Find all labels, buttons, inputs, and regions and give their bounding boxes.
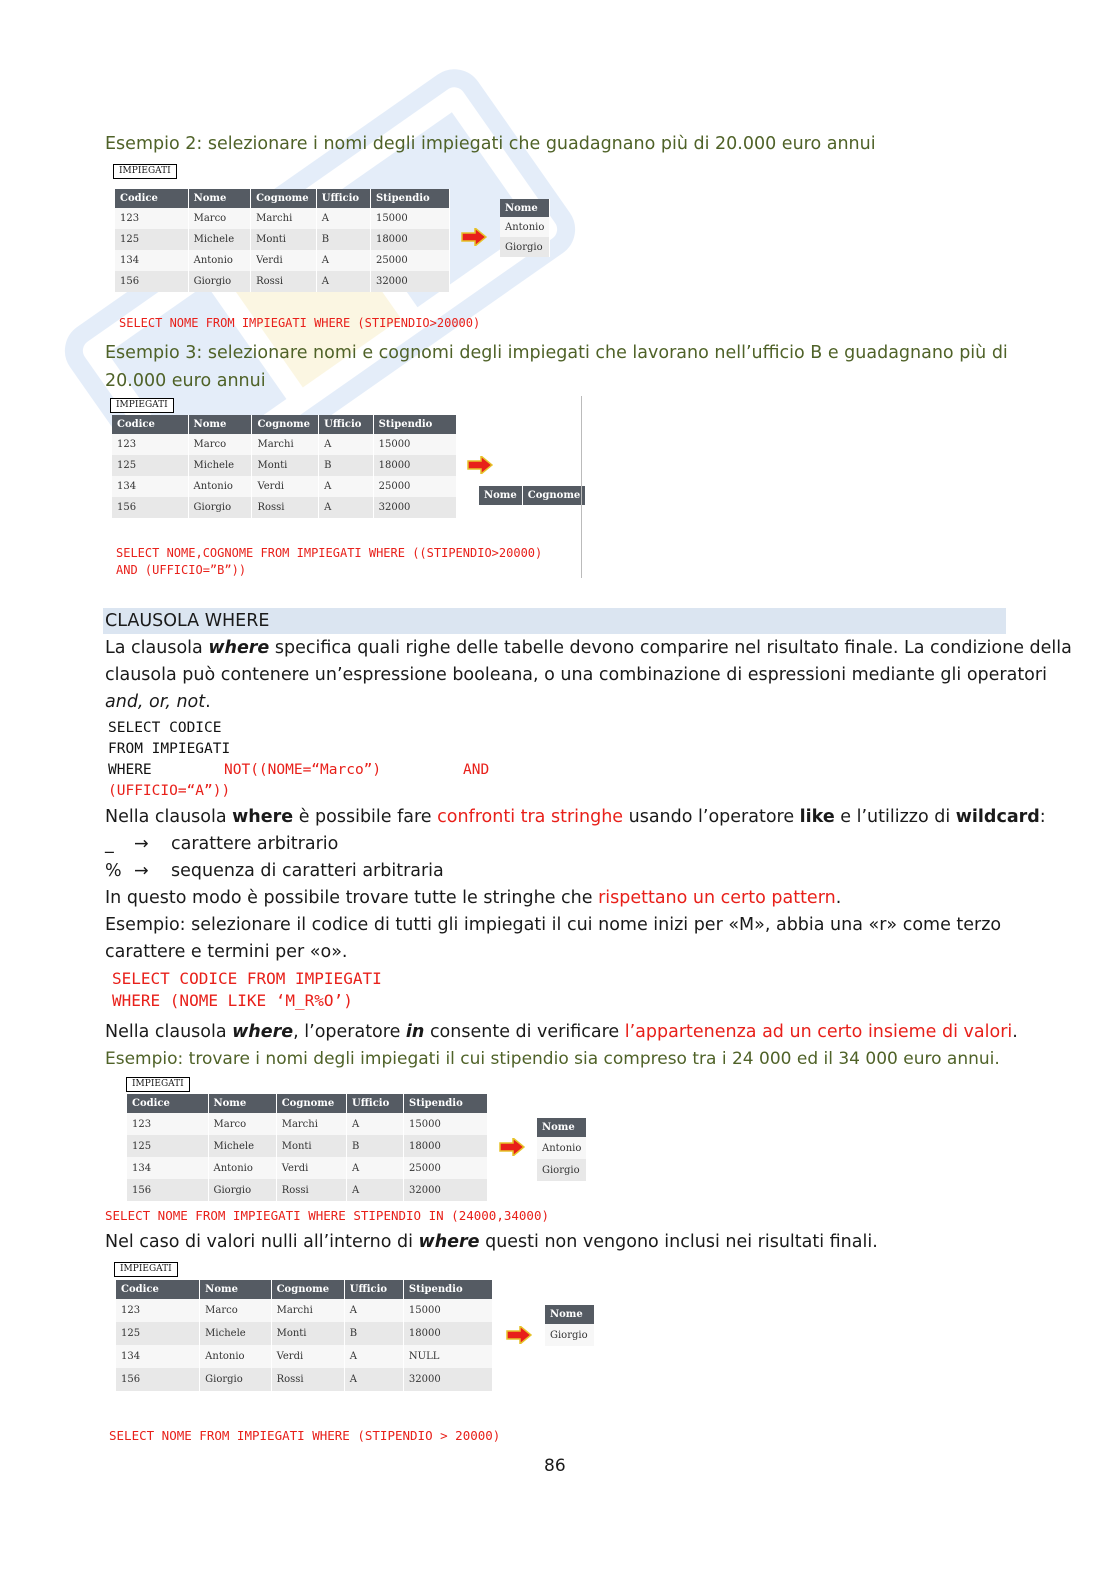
table-cell: 156 (115, 271, 188, 292)
table-row (116, 1345, 493, 1368)
table-cell: Verdi (271, 1345, 344, 1368)
code-line-3-condition: NOT((NOME=“Marco”) (224, 762, 382, 778)
code-line-2: FROM IMPIEGATI (108, 741, 231, 757)
result-cell: Antonio (537, 1137, 587, 1159)
code-line-3-where: WHERE (108, 762, 152, 778)
table-row (112, 455, 457, 476)
table-cell: 125 (112, 455, 188, 476)
column-header: Nome (188, 415, 252, 434)
column-header: Ufficio (346, 1094, 403, 1113)
text: . (835, 888, 842, 908)
ex2-result-table (500, 199, 550, 257)
table-cell: 125 (127, 1135, 208, 1157)
table-cell: A (316, 208, 370, 229)
column-header: Ufficio (319, 415, 373, 434)
table-cell: 125 (115, 229, 188, 250)
result-column-header: Cognome (522, 486, 586, 505)
where-paragraph-2 (105, 804, 1046, 831)
highlight-text: l’appartenenza ad un certo insieme di valori (624, 1022, 1013, 1042)
table-cell: 25000 (373, 476, 456, 497)
table-cell: 123 (115, 208, 188, 229)
where-paragraph-4-line1: Esempio: selezionare il codice di tutti gli impiegati il cui nome inizi per «M», abbia una «r» come terzo (105, 915, 1002, 935)
table-cell: 134 (112, 476, 188, 497)
table-cell: 156 (116, 1368, 200, 1391)
result-row (500, 237, 550, 257)
ex3-heading-line2: 20.000 euro annui (105, 371, 266, 391)
table-cell: A (346, 1179, 403, 1201)
table-row (116, 1322, 493, 1345)
table-cell: Monti (252, 455, 319, 476)
table-cell: Monti (276, 1135, 346, 1157)
table-cell: Antonio (200, 1345, 271, 1368)
table-cell: 15000 (403, 1299, 492, 1322)
table-cell: 18000 (373, 455, 456, 476)
table-cell: Marco (188, 208, 250, 229)
table-cell: A (316, 271, 370, 292)
keyword-in: in (405, 1022, 425, 1042)
ex3-query-line1: SELECT NOME,COGNOME FROM IMPIEGATI WHERE ((STIPENDIO>20000) (116, 546, 543, 560)
table-cell: Michele (200, 1322, 271, 1345)
nulls-paragraph (105, 1229, 878, 1256)
text: La clausola (105, 638, 209, 658)
table-cell: A (319, 476, 373, 497)
where-paragraph-1-line2: clausola può contenere un’espressione booleana, o una combinazione di espressioni mediante gli operatori (105, 665, 1047, 685)
null-query: SELECT NOME FROM IMPIEGATI WHERE (STIPENDIO > 20000) (109, 1428, 501, 1443)
where-paragraph-1-line3 (105, 689, 211, 716)
like-query-line1: SELECT CODICE FROM IMPIEGATI (112, 969, 382, 988)
table-cell: 123 (116, 1299, 200, 1322)
text: usando l’operatore (623, 807, 800, 827)
where-paragraph-1 (105, 635, 1072, 662)
table-cell: Verdi (276, 1157, 346, 1179)
table-cell: Giorgio (188, 497, 252, 518)
table-cell: 156 (112, 497, 188, 518)
table-cell: 18000 (404, 1135, 488, 1157)
column-header: Stipendio (404, 1094, 488, 1113)
table-cell: 15000 (404, 1113, 488, 1135)
table-cell: Antonio (188, 250, 250, 271)
result-row (545, 1324, 595, 1346)
table-cell: A (316, 250, 370, 271)
table-row (112, 476, 457, 497)
table-cell: Monti (271, 1322, 344, 1345)
table-cell: 15000 (373, 434, 456, 455)
result-column-header: Nome (479, 486, 522, 505)
section-title: CLAUSOLA WHERE (105, 611, 270, 631)
table-cell: 32000 (404, 1179, 488, 1201)
table-cell: A (344, 1368, 403, 1391)
null-employees-table (116, 1280, 493, 1391)
result-column-header: Nome (537, 1118, 587, 1137)
highlight-text: confronti tra stringhe (437, 807, 624, 827)
column-header: Nome (188, 189, 250, 208)
ex2-result-arrow-icon (461, 228, 487, 246)
result-row (537, 1137, 587, 1159)
keyword-where: where (208, 638, 270, 658)
ex3-heading-line1: Esempio 3: selezionare nomi e cognomi degli impiegati che lavorano nell’ufficio B e guadagnano più di (105, 343, 1008, 363)
table-cell: Giorgio (200, 1368, 271, 1391)
table-row (127, 1179, 488, 1201)
table-cell: A (319, 434, 373, 455)
table-cell: Rossi (252, 497, 319, 518)
column-header: Nome (208, 1094, 276, 1113)
table-row (116, 1299, 493, 1322)
ex3-table-tag: IMPIEGATI (110, 398, 174, 413)
null-table-tag: IMPIEGATI (114, 1262, 178, 1277)
table-cell: A (344, 1345, 403, 1368)
table-cell: Michele (208, 1135, 276, 1157)
table-cell: 32000 (403, 1368, 492, 1391)
table-cell: 123 (112, 434, 188, 455)
ex3-employees-table (112, 415, 457, 518)
table-cell: 125 (116, 1322, 200, 1345)
table-cell: 18000 (403, 1322, 492, 1345)
table-cell: 123 (127, 1113, 208, 1135)
result-cell: Giorgio (545, 1324, 595, 1346)
table-cell: B (344, 1322, 403, 1345)
result-row (537, 1159, 587, 1181)
keyword-wildcard: wildcard (955, 807, 1040, 827)
table-row (112, 497, 457, 518)
where-paragraph-5 (105, 1019, 1018, 1046)
column-header: Ufficio (344, 1280, 403, 1299)
wildcard-percent-desc: sequenza di caratteri arbitraria (171, 861, 444, 881)
column-header: Cognome (271, 1280, 344, 1299)
table-cell: Marchi (252, 434, 319, 455)
column-header: Codice (115, 189, 188, 208)
ex2-table-tag: IMPIEGATI (113, 164, 177, 179)
table-cell: 134 (116, 1345, 200, 1368)
text: è possibile fare (293, 807, 438, 827)
table-cell: NULL (403, 1345, 492, 1368)
column-header: Codice (127, 1094, 208, 1113)
keyword-where: where (232, 807, 294, 827)
table-cell: Marco (188, 434, 252, 455)
table-cell: A (346, 1157, 403, 1179)
result-cell: Giorgio (500, 237, 550, 257)
text: Nella clausola (105, 807, 233, 827)
table-cell: Verdi (251, 250, 317, 271)
table-cell: Giorgio (188, 271, 250, 292)
result-row (500, 217, 550, 237)
where-paragraph-4-line2: carattere e termini per «o». (105, 942, 348, 962)
text: questi non vengono inclusi nei risultati finali. (479, 1232, 878, 1252)
text: specifica quali righe delle tabelle devono comparire nel risultato finale. La condizione della (269, 638, 1072, 658)
table-cell: Antonio (188, 476, 252, 497)
table-cell: Monti (251, 229, 317, 250)
table-row (115, 271, 450, 292)
table-row (115, 250, 450, 271)
column-header: Stipendio (403, 1280, 492, 1299)
table-row (116, 1368, 493, 1391)
column-header: Codice (112, 415, 188, 434)
arrow-right-icon: → (134, 861, 149, 881)
table-cell: Michele (188, 455, 252, 476)
null-result-arrow-icon (506, 1326, 532, 1344)
table-row (127, 1113, 488, 1135)
keyword-where: where (418, 1232, 480, 1252)
text: In questo modo è possibile trovare tutte le stringhe che (105, 888, 599, 908)
text: . (1012, 1022, 1018, 1042)
column-header: Ufficio (316, 189, 370, 208)
table-cell: 32000 (370, 271, 449, 292)
code-line-3-and: AND (463, 762, 490, 778)
table-cell: 25000 (370, 250, 449, 271)
keyword-like: like (799, 807, 835, 827)
table-cell: B (316, 229, 370, 250)
table-cell: Marchi (271, 1299, 344, 1322)
ex2-query: SELECT NOME FROM IMPIEGATI WHERE (STIPENDIO>20000) (119, 316, 481, 330)
table-cell: Michele (188, 229, 250, 250)
table-row (127, 1135, 488, 1157)
in-query: SELECT NOME FROM IMPIEGATI WHERE STIPENDIO IN (24000,34000) (105, 1208, 550, 1223)
table-cell: 18000 (370, 229, 449, 250)
table-cell: Rossi (276, 1179, 346, 1201)
table-cell: B (346, 1135, 403, 1157)
table-cell: Verdi (252, 476, 319, 497)
ex3-divider (581, 396, 582, 578)
column-header: Cognome (276, 1094, 346, 1113)
table-cell: A (346, 1113, 403, 1135)
ex2-heading: Esempio 2: selezionare i nomi degli impiegati che guadagnano più di 20.000 euro annui (105, 134, 876, 154)
ex3-result-arrow-icon (467, 456, 493, 474)
page-number: 86 (544, 1456, 566, 1476)
null-result-table (545, 1305, 595, 1346)
table-row (115, 229, 450, 250)
text: consente di verificare (424, 1022, 625, 1042)
in-table-tag: IMPIEGATI (126, 1077, 190, 1092)
text: : (1039, 807, 1046, 827)
ex2-employees-table (115, 189, 450, 292)
result-column-header: Nome (545, 1305, 595, 1324)
keyword-where: where (232, 1022, 294, 1042)
where-paragraph-3 (105, 885, 841, 912)
code-line-1: SELECT CODICE (108, 720, 222, 736)
column-header: Cognome (252, 415, 319, 434)
table-cell: 32000 (373, 497, 456, 518)
table-cell: Marco (200, 1299, 271, 1322)
table-cell: A (319, 497, 373, 518)
table-cell: Rossi (251, 271, 317, 292)
code-line-4: (UFFICIO=“A”)) (108, 783, 231, 799)
table-cell: B (319, 455, 373, 476)
column-header: Codice (116, 1280, 200, 1299)
table-row (127, 1157, 488, 1179)
table-cell: 134 (127, 1157, 208, 1179)
wildcard-underscore-symbol: _ (105, 834, 114, 854)
where-paragraph-6: Esempio: trovare i nomi degli impiegati il cui stipendio sia compreso tra i 24 000 ed il 34 000 euro annui. (105, 1049, 1000, 1069)
in-result-table (537, 1118, 587, 1181)
like-query-line2: WHERE (NOME LIKE ‘M_R%O’) (112, 991, 353, 1010)
in-result-arrow-icon (499, 1138, 525, 1156)
table-cell: 25000 (404, 1157, 488, 1179)
wildcard-percent-symbol: % (105, 861, 122, 881)
result-cell: Giorgio (537, 1159, 587, 1181)
operators-list: and, or, not (105, 692, 206, 712)
ex3-query-line2: AND (UFFICIO=”B”)) (116, 563, 247, 577)
text: , l’operatore (293, 1022, 406, 1042)
table-cell: Rossi (271, 1368, 344, 1391)
table-cell: Giorgio (208, 1179, 276, 1201)
table-cell: Marchi (276, 1113, 346, 1135)
table-cell: 134 (115, 250, 188, 271)
table-cell: Marchi (251, 208, 317, 229)
table-cell: 156 (127, 1179, 208, 1201)
wildcard-underscore-desc: carattere arbitrario (171, 834, 339, 854)
column-header: Cognome (251, 189, 317, 208)
table-row (115, 208, 450, 229)
table-cell: Marco (208, 1113, 276, 1135)
table-cell: Antonio (208, 1157, 276, 1179)
text: Nella clausola (105, 1022, 233, 1042)
table-cell: 15000 (370, 208, 449, 229)
highlight-text: rispettano un certo pattern (598, 888, 836, 908)
result-column-header: Nome (500, 199, 550, 217)
text: . (205, 692, 211, 712)
arrow-right-icon: → (134, 834, 149, 854)
text: e l’utilizzo di (834, 807, 956, 827)
ex3-result-table (479, 486, 586, 505)
table-row (112, 434, 457, 455)
result-cell: Antonio (500, 217, 550, 237)
column-header: Nome (200, 1280, 271, 1299)
column-header: Stipendio (370, 189, 449, 208)
text: Nel caso di valori nulli all’interno di (105, 1232, 419, 1252)
in-employees-table (127, 1094, 488, 1201)
table-cell: A (344, 1299, 403, 1322)
column-header: Stipendio (373, 415, 456, 434)
